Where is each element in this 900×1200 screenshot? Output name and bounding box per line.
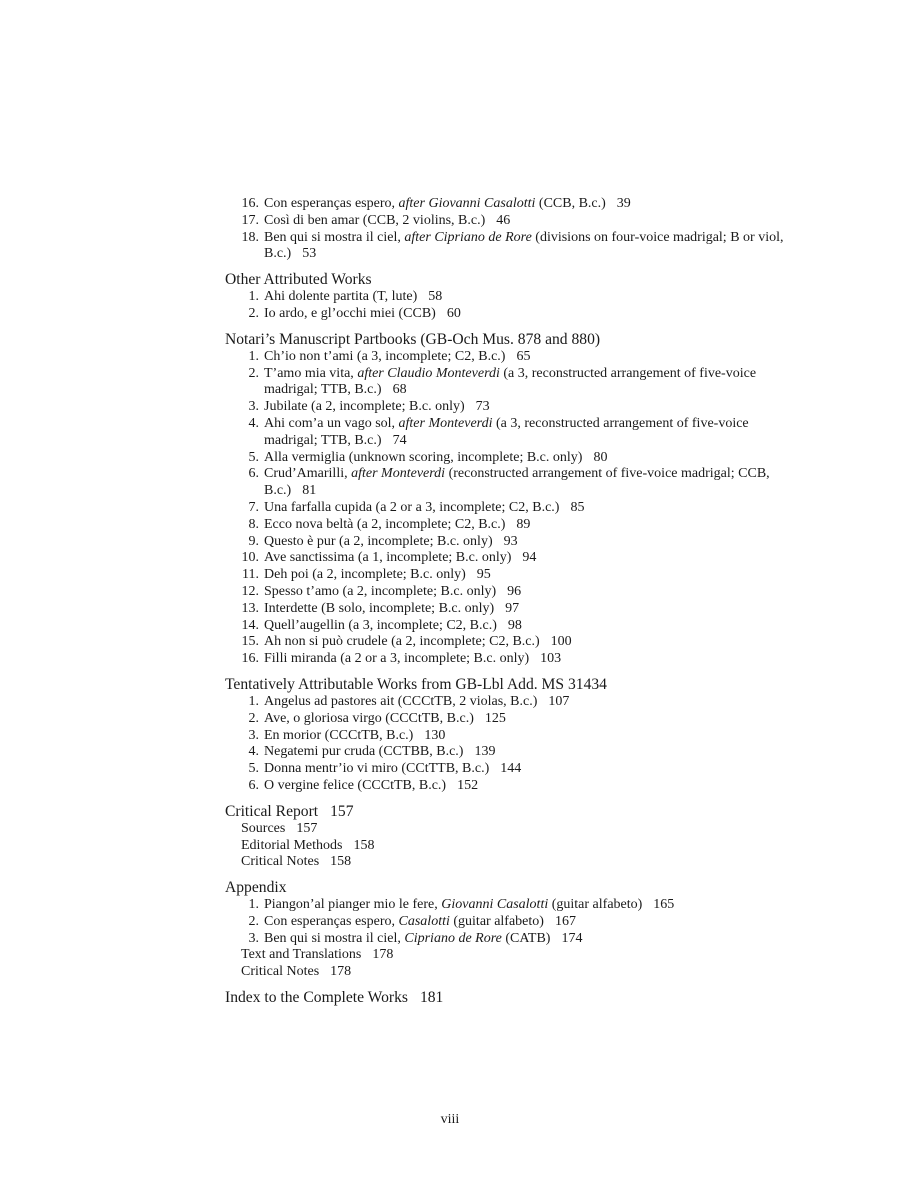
page-ref: 74	[392, 432, 407, 448]
heading-text: Index to the Complete Works	[225, 989, 408, 1007]
page-ref: 125	[484, 710, 506, 726]
toc-entry	[225, 694, 785, 711]
toc-entry	[225, 534, 785, 551]
page-ref: 93	[503, 533, 518, 549]
text-run: Filli miranda (a 2 or a 3, incomplete; B.c. only)	[264, 651, 530, 667]
entry-number: 13.	[241, 600, 259, 616]
text-run: (CCB, B.c.)	[535, 196, 606, 211]
page-ref: 58	[428, 289, 443, 305]
toc-entry	[225, 196, 785, 213]
page-ref: 96	[507, 583, 522, 599]
page-ref: 46	[496, 212, 511, 228]
section-heading	[225, 802, 785, 821]
italic-text: after Claudio Monteverdi	[357, 365, 500, 381]
text-run: (guitar alfabeto)	[548, 897, 643, 913]
entry-title	[264, 289, 417, 304]
sub-entry	[225, 947, 785, 964]
entry-number: 6.	[248, 777, 259, 793]
italic-text: after Giovanni Casalotti	[398, 196, 536, 211]
page-ref: 103	[540, 651, 562, 667]
toc-section	[225, 675, 785, 795]
entry-number: 8.	[248, 516, 259, 532]
text-run: (divisions on four-voice madrigal; B or viol, B.c.)	[264, 229, 784, 262]
text-run: Piangon’al pianger mio le fere,	[264, 897, 442, 913]
text-run: (a 3, reconstructed arrangement of five-voice madrigal; TTB, B.c.)	[264, 415, 749, 448]
entry-title	[264, 213, 485, 228]
toc-entry	[225, 289, 785, 306]
page-ref: 157	[330, 802, 354, 820]
section-heading	[225, 878, 785, 897]
text-run: Ben qui si mostra il ciel,	[264, 930, 405, 946]
page-ref: 94	[522, 550, 537, 566]
toc-entry	[225, 349, 785, 366]
entry-title	[264, 728, 413, 743]
sub-label: Sources	[241, 820, 286, 836]
toc-entry	[225, 500, 785, 517]
toc-entry	[225, 466, 785, 500]
toc-entry	[225, 567, 785, 584]
sub-entry	[225, 838, 785, 855]
entry-title	[264, 450, 582, 465]
toc-entry	[225, 230, 785, 264]
entry-title	[264, 914, 544, 929]
entry-number: 2.	[248, 710, 259, 726]
toc-entry	[225, 306, 785, 323]
entry-title	[264, 651, 529, 666]
italic-text: Giovanni Casalotti	[441, 897, 549, 913]
entry-number: 5.	[248, 761, 259, 777]
entry-title	[264, 399, 465, 414]
toc-section	[225, 878, 785, 981]
text-run: Ahi dolente partita (T, lute)	[264, 289, 418, 305]
entry-number: 7.	[248, 499, 259, 515]
text-run: Con esperanças espero,	[264, 913, 399, 929]
entry-number: 2.	[248, 913, 259, 929]
toc-section	[225, 270, 785, 323]
page-ref: 100	[550, 634, 572, 650]
section-heading	[225, 988, 785, 1007]
entry-number: 17.	[241, 212, 259, 228]
entry-number: 3.	[248, 399, 259, 415]
page-ref: 39	[616, 196, 631, 211]
toc-entry	[225, 897, 785, 914]
page-ref: 167	[554, 913, 576, 929]
entry-title	[264, 618, 497, 633]
page-ref: 152	[457, 777, 479, 793]
toc-entry	[225, 778, 785, 795]
text-run: En morior (CCCtTB, B.c.)	[264, 727, 414, 743]
toc-entry	[225, 450, 785, 467]
page-ref: 65	[516, 348, 531, 364]
page-ref: 81	[302, 483, 317, 499]
page-ref: 73	[475, 399, 490, 415]
italic-text: after Cipriano de Rore	[404, 229, 532, 245]
toc-section	[225, 330, 785, 668]
entry-number: 1.	[248, 348, 259, 364]
sub-entry	[225, 821, 785, 838]
entry-number: 11.	[242, 567, 259, 583]
page-ref: 53	[302, 246, 317, 262]
entry-title	[264, 897, 642, 912]
page-ref: 89	[516, 516, 531, 532]
toc-entry	[225, 618, 785, 635]
toc-entry	[225, 651, 785, 668]
entry-number: 15.	[241, 634, 259, 650]
sub-entry	[225, 854, 785, 871]
toc-section	[225, 988, 785, 1007]
entry-number: 12.	[241, 583, 259, 599]
text-run: Deh poi (a 2, incomplete; B.c. only)	[264, 567, 466, 583]
toc-entry	[225, 213, 785, 230]
entry-number: 3.	[248, 930, 259, 946]
section-heading	[225, 330, 785, 349]
text-run: Quell’augellin (a 3, incomplete; C2, B.c.)	[264, 617, 497, 633]
entry-title	[264, 711, 474, 726]
entry-title	[264, 196, 606, 211]
toc-entry	[225, 728, 785, 745]
entry-number: 18.	[241, 229, 259, 245]
text-run: Alla vermiglia (unknown scoring, incomplete; B.c. only)	[264, 449, 583, 465]
entry-title	[264, 550, 511, 565]
entry-number: 1.	[248, 289, 259, 305]
page-ref: 157	[296, 820, 318, 836]
entry-title	[264, 534, 493, 549]
text-run: Negatemi pur cruda (CCTBB, B.c.)	[264, 744, 464, 760]
page-ref: 98	[507, 617, 522, 633]
heading-text: Tentatively Attributable Works from GB-Lbl Add. MS 31434	[225, 675, 607, 693]
text-run: Ave sanctissima (a 1, incomplete; B.c. only)	[264, 550, 512, 566]
heading-text: Notari’s Manuscript Partbooks (GB-Och Mus. 878 and 880)	[225, 330, 601, 348]
entry-title	[264, 306, 436, 321]
toc-entry	[225, 584, 785, 601]
entry-title	[264, 694, 537, 709]
toc-entry	[225, 744, 785, 761]
entry-number: 1.	[248, 693, 259, 709]
heading-text: Appendix	[225, 879, 287, 897]
entry-title	[264, 744, 463, 759]
entry-title	[264, 584, 496, 599]
text-run: (CATB)	[501, 930, 551, 946]
text-run: Così di ben amar (CCB, 2 violins, B.c.)	[264, 212, 486, 228]
text-run: Donna mentr’io vi miro (CCtTTB, B.c.)	[264, 761, 490, 777]
toc-entry	[225, 601, 785, 618]
toc-entry	[225, 761, 785, 778]
text-run: Jubilate (a 2, incomplete; B.c. only)	[264, 399, 465, 415]
page-number: viii	[440, 1112, 460, 1127]
entry-number: 5.	[248, 449, 259, 465]
page-ref: 85	[570, 499, 585, 515]
text-run: T’amo mia vita,	[264, 365, 358, 381]
text-run: O vergine felice (CCCtTB, B.c.)	[264, 777, 447, 793]
entry-title	[264, 517, 505, 532]
text-run: Ben qui si mostra il ciel,	[264, 229, 405, 245]
sub-label: Text and Translations	[241, 947, 362, 963]
page-ref: 130	[424, 727, 446, 743]
text-run: Angelus ad pastores ait (CCCtTB, 2 violas, B.c.)	[264, 693, 538, 709]
entry-number: 10.	[241, 550, 259, 566]
entry-number: 2.	[248, 365, 259, 381]
entry-title	[264, 761, 489, 776]
entry-number: 3.	[248, 727, 259, 743]
section-heading	[225, 270, 785, 289]
entry-title	[264, 466, 770, 498]
sub-entry	[225, 964, 785, 981]
page-ref: 107	[548, 693, 570, 709]
text-run: Crud’Amarilli,	[264, 466, 352, 482]
text-run: Ave, o gloriosa virgo (CCCtTB, B.c.)	[264, 710, 474, 726]
toc-entry	[225, 399, 785, 416]
toc-entry	[225, 914, 785, 931]
toc-section	[225, 802, 785, 871]
page-ref: 144	[500, 761, 522, 777]
page-ref: 139	[474, 744, 496, 760]
sub-label: Editorial Methods	[241, 837, 343, 853]
entry-title	[264, 230, 783, 262]
entry-number: 4.	[248, 744, 259, 760]
page-ref: 178	[330, 964, 352, 980]
sub-label: Critical Notes	[241, 854, 320, 870]
entry-number: 14.	[241, 617, 259, 633]
page-ref: 158	[353, 837, 375, 853]
text-run: Con esperanças espero,	[264, 196, 399, 211]
entry-title	[264, 366, 756, 398]
text-run: Ah non si può crudele (a 2, incomplete; C2, B.c.)	[264, 634, 540, 650]
heading-text: Critical Report	[225, 802, 319, 820]
entry-title	[264, 349, 505, 364]
page-ref: 165	[653, 897, 675, 913]
text-run: Interdette (B solo, incomplete; B.c. only)	[264, 600, 495, 616]
toc-section	[225, 196, 785, 263]
text-run: (a 3, reconstructed arrangement of five-voice madrigal; TTB, B.c.)	[264, 365, 757, 398]
sub-label: Critical Notes	[241, 964, 320, 980]
page-ref: 60	[446, 305, 461, 321]
entry-title	[264, 500, 559, 515]
heading-text: Other Attributed Works	[225, 271, 372, 289]
toc-entry	[225, 931, 785, 948]
entry-title	[264, 778, 446, 793]
page-ref: 95	[476, 567, 491, 583]
entry-number: 1.	[248, 897, 259, 913]
italic-text: Cipriano de Rore	[404, 930, 502, 946]
entry-number: 4.	[248, 415, 259, 431]
text-run: Io ardo, e gl’occhi miei (CCB)	[264, 305, 436, 321]
page-ref: 178	[372, 947, 394, 963]
italic-text: after Monteverdi	[351, 466, 446, 482]
entry-number: 6.	[248, 466, 259, 482]
text-run: Ecco nova beltà (a 2, incomplete; C2, B.c.)	[264, 516, 506, 532]
table-of-contents	[225, 196, 785, 1014]
text-run: Ch’io non t’ami (a 3, incomplete; C2, B.c.)	[264, 348, 506, 364]
entry-number: 16.	[241, 196, 259, 211]
toc-entry	[225, 550, 785, 567]
page-ref: 97	[505, 600, 520, 616]
entry-number: 9.	[248, 533, 259, 549]
text-run: Ahi com’a un vago sol,	[264, 415, 399, 431]
toc-entry	[225, 517, 785, 534]
text-run: Questo è pur (a 2, incomplete; B.c. only)	[264, 533, 493, 549]
italic-text: after Monteverdi	[398, 415, 493, 431]
page-ref: 158	[330, 854, 352, 870]
page-ref: 80	[593, 449, 608, 465]
toc-entry	[225, 366, 785, 400]
toc-entry	[225, 416, 785, 450]
text-run: (reconstructed arrangement of five-voice madrigal; CCB, B.c.)	[264, 466, 770, 499]
text-run: Spesso t’amo (a 2, incomplete; B.c. only)	[264, 583, 497, 599]
italic-text: Casalotti	[398, 913, 450, 929]
entry-number: 16.	[241, 651, 259, 667]
entry-title	[264, 416, 749, 448]
page-ref: 68	[392, 382, 407, 398]
toc-entry	[225, 711, 785, 728]
entry-title	[264, 931, 550, 946]
text-run: (guitar alfabeto)	[449, 913, 544, 929]
entry-title	[264, 634, 540, 649]
section-heading	[225, 675, 785, 694]
toc-entry	[225, 634, 785, 651]
page-ref: 174	[561, 930, 583, 946]
entry-title	[264, 601, 494, 616]
text-run: Una farfalla cupida (a 2 or a 3, incomplete; C2, B.c.)	[264, 499, 560, 515]
entry-number: 2.	[248, 305, 259, 321]
page-ref: 181	[419, 989, 444, 1007]
entry-title	[264, 567, 466, 582]
